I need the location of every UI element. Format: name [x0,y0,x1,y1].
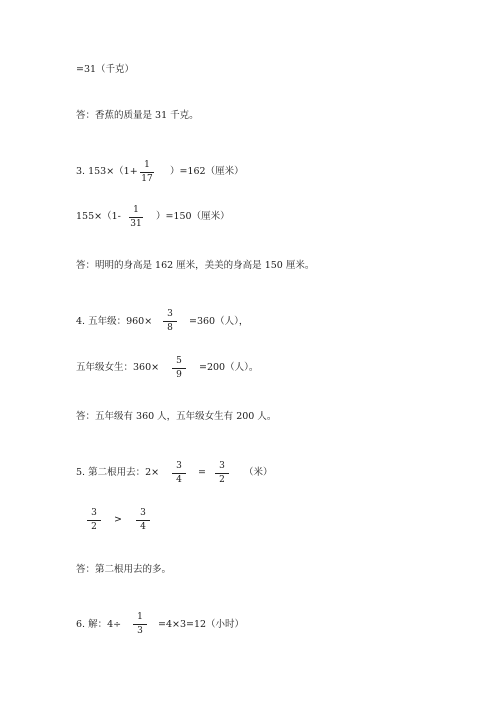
equation-prefix: 3. 153×（1+ [76,166,138,177]
fraction-denominator: 17 [141,174,153,184]
fraction-denominator: 4 [176,475,182,485]
fraction [87,508,101,533]
fraction [133,612,147,637]
fraction-bar [172,368,186,369]
fraction [172,356,186,381]
fraction-bar [140,172,154,173]
equation-suffix: =4×3=12（小时） [158,619,245,630]
fraction-numerator: 3 [91,508,97,518]
fraction-bar [215,473,229,474]
equation-prefix: 155×（1- [76,211,121,222]
fraction [215,461,229,486]
fraction-denominator: 31 [130,219,142,229]
fraction-bar [172,473,186,474]
fraction [129,205,143,230]
fraction-numerator: 3 [176,461,182,471]
equation-prefix: 4. 五年级：960× [76,316,153,327]
fraction-bar [133,624,147,625]
answer-text: 答：明明的身高是 162 厘米，美美的身高是 150 厘米。 [76,260,315,271]
fraction-bar [87,520,101,521]
equation-suffix: =200（人）。 [199,362,259,373]
fraction-denominator: 2 [219,475,225,485]
fraction-numerator: 1 [144,160,150,170]
fraction-numerator: 1 [137,612,143,622]
fraction-numerator: 3 [219,461,225,471]
equation-prefix: 5. 第二根用去：2× [76,467,160,478]
equation-prefix: 五年级女生：360× [76,362,160,373]
fraction-numerator: 3 [140,508,146,518]
fraction-bar [136,520,150,521]
fraction [163,309,177,334]
equation-text: =31（千克） [76,64,135,75]
fraction [136,508,150,533]
fraction [172,461,186,486]
fraction-numerator: 3 [167,309,173,319]
fraction-denominator: 2 [91,522,97,532]
equation-suffix: ）=162（厘米） [170,166,244,177]
equals-sign: = [198,467,206,478]
fraction-bar [129,217,143,218]
equation-suffix: （米） [244,467,273,478]
fraction-denominator: 3 [137,626,143,636]
answer-text: 答：五年级有 360 人，五年级女生有 200 人。 [76,411,277,422]
fraction-denominator: 4 [140,522,146,532]
fraction-numerator: 1 [133,205,139,215]
fraction-denominator: 8 [167,323,173,333]
greater-than-sign: > [114,514,122,525]
equation-suffix: =360（人）， [189,316,249,327]
fraction-numerator: 5 [176,356,182,366]
fraction-bar [163,321,177,322]
answer-text: 答：第二根用去的多。 [76,564,172,575]
fraction [140,160,154,185]
answer-text: 答：香蕉的质量是 31 千克。 [76,110,199,121]
equation-suffix: ）=150（厘米） [156,211,230,222]
equation-prefix: 6. 解：4÷ [76,619,122,630]
fraction-denominator: 9 [176,370,182,380]
